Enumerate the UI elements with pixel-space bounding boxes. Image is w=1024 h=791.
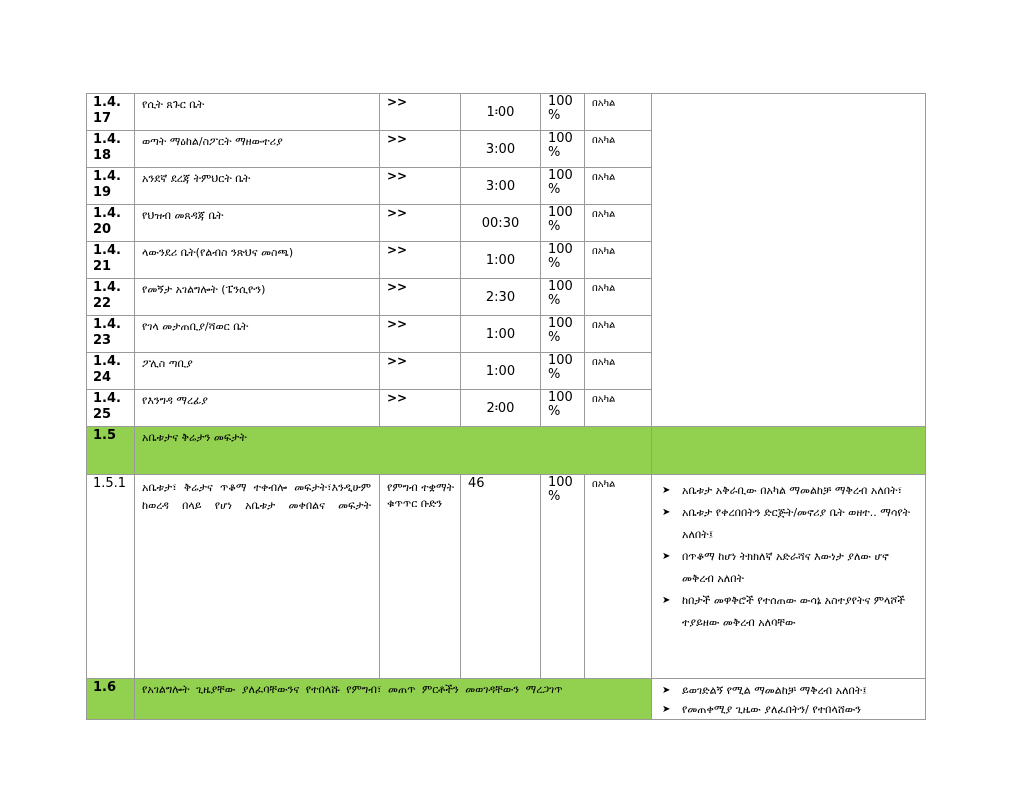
- row-number: 1.4. 18: [87, 131, 135, 168]
- section-title: የአገልግሎት ጊዜያቸው ያለፈባቸውንና የተበላሹ የምግብ፣ መጠጥ ምርቶችን መወገዳቸውን ማረጋገጥ: [135, 679, 652, 720]
- requirement-text: ከበታች መዋቅሮች የተሰጠው ውሳኔ አስተያየትና ምላሾች ተያይዘው መቅረብ አለባቸው: [682, 594, 906, 629]
- delivery-mode: በአካል: [585, 205, 652, 242]
- delivery-mode: በአካል: [585, 279, 652, 316]
- percent-value: 100 %: [548, 475, 573, 504]
- percent-cell: [541, 353, 585, 390]
- section-title: አቤቱታና ቅሬታን መፍታት: [135, 427, 652, 475]
- same-as-above-marker: >>: [380, 131, 461, 168]
- service-name: ላውንደሪ ቤት(የልብስ ንጽህና መስጫ): [135, 242, 380, 279]
- service-name: የሲት ጸጉር ቤት: [135, 94, 380, 131]
- service-name: ወጣት ማዕከል/ስፖርት ማዘውተሪያ: [135, 131, 380, 168]
- delivery-mode: በአካል: [585, 475, 652, 679]
- same-as-above-marker: >>: [380, 390, 461, 427]
- service-name: አቤቱታ፣ ቅሬታና ጥቆማ ተቀብሎ መፍታት፣እንዲሁም ከወረዳ በላይ የሆነ አቤቱታ መቀበልና መፍታት: [135, 475, 380, 679]
- table-row-1-5-1: [87, 475, 926, 679]
- percent-cell: [541, 316, 585, 353]
- requirement-item: [662, 700, 919, 719]
- row-number: 1.4. 23: [87, 316, 135, 353]
- row-number: 1.4. 21: [87, 242, 135, 279]
- row-number: 1.4. 17: [87, 94, 135, 131]
- delivery-mode: በአካል: [585, 316, 652, 353]
- percent-value: 100 %: [548, 95, 573, 123]
- requirement-text: አቤቱታ አቅራቢው በአካል ማመልከቻ ማቅረብ አለበት፣: [682, 484, 903, 497]
- percent-value: 100 %: [548, 206, 573, 234]
- percent-value: 100 %: [548, 354, 573, 382]
- requirements-cell: [652, 475, 926, 679]
- percent-cell: [541, 242, 585, 279]
- requirement-text: አቤቱታ የቀረበበትን ድርጅት/መኖሪያ ቤት ወዘተ.. ማሳየት አለበት፤: [682, 506, 911, 541]
- same-as-above-marker: >>: [380, 205, 461, 242]
- requirements-list: [652, 679, 925, 719]
- same-as-above-marker: >>: [380, 168, 461, 205]
- percent-cell: [541, 475, 585, 679]
- delivery-mode: በአካል: [585, 131, 652, 168]
- arrowhead-bullet-icon: ➤: [662, 507, 671, 518]
- percent-cell: [541, 279, 585, 316]
- service-name: አንደኛ ደረጃ ትምህርት ቤት: [135, 168, 380, 205]
- service-time: 1:00: [461, 316, 541, 353]
- service-time: 2፡00: [461, 390, 541, 427]
- row-number: 1.4. 25: [87, 390, 135, 427]
- service-time: 3:00: [461, 168, 541, 205]
- requirement-item: [662, 480, 919, 502]
- service-name: ፖሊስ ጣቢያ: [135, 353, 380, 390]
- service-time: 1:00: [461, 353, 541, 390]
- section-header-1-5: [87, 427, 926, 475]
- same-as-above-marker: >>: [380, 242, 461, 279]
- section-number: 1.5: [87, 427, 135, 475]
- delivery-mode: በአካል: [585, 94, 652, 131]
- percent-cell: [541, 390, 585, 427]
- arrowhead-bullet-icon: ➤: [662, 595, 671, 606]
- arrowhead-bullet-icon: ➤: [662, 551, 671, 562]
- service-name: የእንግዳ ማረፊያ: [135, 390, 380, 427]
- service-time: 1:00: [461, 242, 541, 279]
- responsible-unit: የምግብ ተቋማት ቁጥጥር ቡድን: [380, 475, 461, 679]
- requirement-text: በጥቆማ ከሆነ ትክክለኛ አድራሻና እውነታ ያለው ሆኖ መቅረብ አለበት: [682, 550, 889, 585]
- service-time: 00:30: [461, 205, 541, 242]
- percent-value: 100 %: [548, 132, 573, 160]
- row-number: 1.4. 20: [87, 205, 135, 242]
- delivery-mode: በአካል: [585, 168, 652, 205]
- requirement-item: [662, 502, 919, 546]
- percent-cell: [541, 94, 585, 131]
- row-number: 1.4. 22: [87, 279, 135, 316]
- percent-value: 100 %: [548, 317, 573, 345]
- requirement-item: [662, 590, 919, 634]
- requirement-item: [662, 546, 919, 590]
- section-empty-cell: [652, 427, 926, 475]
- service-standards-table: [86, 93, 926, 720]
- table-row: [87, 94, 926, 131]
- percent-value: 100 %: [548, 169, 573, 197]
- service-name: የመኝታ አገልግሎት (ፔንሲዮን): [135, 279, 380, 316]
- same-as-above-marker: >>: [380, 94, 461, 131]
- requirements-cell-empty: [652, 94, 926, 427]
- requirement-text: ይወገድልኝ የሚል ማመልከቻ ማቅረብ አለበት፤: [682, 684, 867, 697]
- delivery-mode: በአካል: [585, 390, 652, 427]
- same-as-above-marker: >>: [380, 353, 461, 390]
- service-time: 1፡00: [461, 94, 541, 131]
- same-as-above-marker: >>: [380, 279, 461, 316]
- percent-value: 100 %: [548, 391, 573, 419]
- delivery-mode: በአካል: [585, 353, 652, 390]
- arrowhead-bullet-icon: ➤: [662, 685, 671, 696]
- percent-cell: [541, 205, 585, 242]
- service-time: 3:00: [461, 131, 541, 168]
- requirements-cell: [652, 679, 926, 720]
- section-number: 1.6: [87, 679, 135, 720]
- complaint-count: 46: [461, 475, 541, 679]
- percent-value: 100 %: [548, 243, 573, 271]
- requirements-list: [652, 475, 925, 634]
- requirement-item: [662, 681, 919, 700]
- requirement-text: የመጠቀሚያ ጊዜው ያለፈበትን/ የተበላሸውን: [682, 703, 862, 716]
- service-name: የህዝብ መጸዳጃ ቤት: [135, 205, 380, 242]
- delivery-mode: በአካል: [585, 242, 652, 279]
- row-number: 1.5.1: [87, 475, 135, 679]
- percent-value: 100 %: [548, 280, 573, 308]
- row-number: 1.4. 24: [87, 353, 135, 390]
- arrowhead-bullet-icon: ➤: [662, 704, 671, 715]
- row-number: 1.4. 19: [87, 168, 135, 205]
- service-time: 2:30: [461, 279, 541, 316]
- service-name: የገላ መታጠቢያ/ሻወር ቤት: [135, 316, 380, 353]
- same-as-above-marker: >>: [380, 316, 461, 353]
- percent-cell: [541, 168, 585, 205]
- arrowhead-bullet-icon: ➤: [662, 485, 671, 496]
- section-header-1-6: [87, 679, 926, 720]
- percent-cell: [541, 131, 585, 168]
